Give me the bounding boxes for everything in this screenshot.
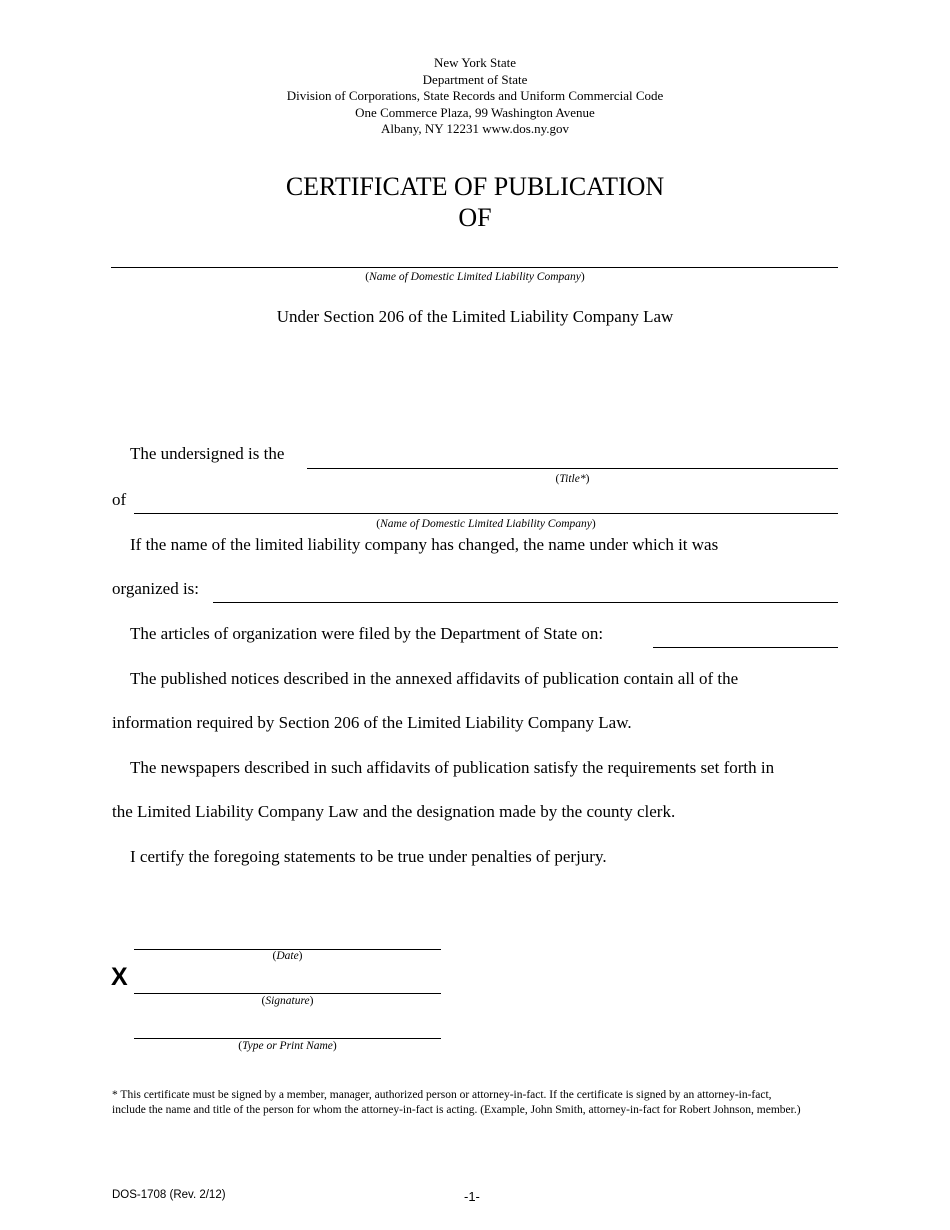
agency-header [0, 55, 950, 138]
footnote-line-2: include the name and title of the person for whom the attorney-in-fact is acting. (Example, John Smith, attorney-in-fact for Robert Johnson, member.) [112, 1104, 801, 1116]
date-caption: (Date) [272, 950, 303, 962]
filed-label: The articles of organization were filed by the Department of State on: [130, 624, 604, 643]
title-caption: (Title*) [555, 473, 590, 485]
header-street-address: One Commerce Plaza, 99 Washington Avenue [355, 104, 595, 120]
document-title [0, 171, 950, 233]
company-field[interactable] [134, 513, 838, 514]
certify-statement: I certify the foregoing statements to be true under penalties of perjury. [130, 847, 607, 866]
signature-field[interactable] [134, 993, 441, 994]
undersigned-label: The undersigned is the [130, 444, 285, 463]
header-state: New York State [434, 55, 516, 70]
signature-caption: (Signature) [261, 995, 314, 1007]
title-line-2: OF [458, 203, 492, 232]
subtitle: Under Section 206 of the Limited Liability Company Law [276, 307, 674, 326]
of-label: of [112, 490, 127, 509]
newspapers-statement-line-1: The newspapers described in such affidavits of publication satisfy the requirements set forth in [130, 758, 775, 777]
company-name-caption: (Name of Domestic Limited Liability Company) [365, 271, 585, 283]
published-statement-line-2: information required by Section 206 of the Limited Liability Company Law. [112, 713, 632, 732]
newspapers-statement-line-2: the Limited Liability Company Law and the designation made by the county clerk. [112, 802, 676, 821]
form-number: DOS-1708 (Rev. 2/12) [112, 1189, 226, 1201]
published-statement-line-1: The published notices described in the annexed affidavits of publication contain all of the [130, 669, 739, 688]
company-caption: (Name of Domestic Limited Liability Company) [376, 518, 596, 530]
filed-date-field[interactable] [653, 647, 838, 648]
header-department: Department of State [422, 71, 528, 87]
title-field[interactable] [307, 468, 838, 469]
header-division: Division of Corporations, State Records and Uniform Commercial Code [286, 88, 664, 104]
signature-x-mark: X [111, 963, 128, 991]
organized-label: organized is: [112, 579, 200, 598]
organized-name-field[interactable] [213, 602, 838, 603]
footnote [112, 1088, 872, 1118]
footnote-line-1: * This certificate must be signed by a member, manager, authorized person or attorney-in-fact. If the certificate is signed by an attorney-in-fact, [112, 1089, 772, 1101]
header-city-website: Albany, NY 12231 www.dos.ny.gov [380, 121, 569, 137]
page-number: -1- [464, 1189, 480, 1204]
title-line-1: CERTIFICATE OF PUBLICATION [285, 172, 665, 201]
print-name-field[interactable] [134, 1038, 441, 1039]
name-changed-text: If the name of the limited liability company has changed, the name under which it was [130, 535, 719, 554]
company-name-line[interactable] [111, 267, 838, 268]
print-name-caption: (Type or Print Name) [238, 1040, 337, 1052]
